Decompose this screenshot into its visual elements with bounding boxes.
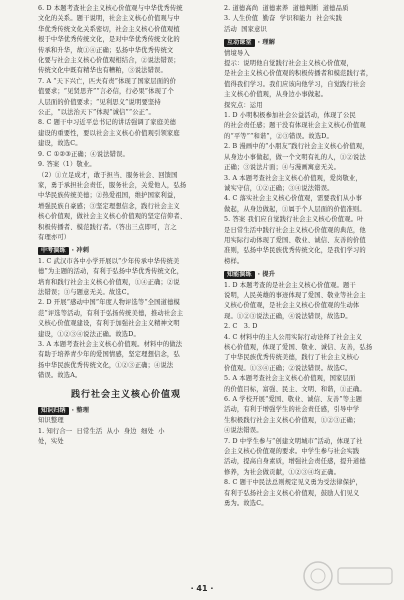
text-line: 建设，故选C。: [38, 140, 82, 148]
exam-practice-lines: [38, 257, 214, 382]
text-line: 活动，有利于增强学生的社会责任感，引导中学: [224, 406, 360, 414]
section-tag-suffix: · 理解: [257, 39, 276, 47]
text-line: 了中华民族优秀传统美德，践行了社会主义核心: [224, 354, 360, 362]
right-column: [224, 4, 392, 510]
section-tag: 中考演练: [38, 247, 69, 255]
text-line: 7. A “天下兴亡，匹夫有责”体现了国家层面的价: [38, 77, 177, 85]
text-line: 扬中华民族优秀传统文化，①②③正确；④说法: [38, 361, 174, 369]
text-line: 2. D 开展“感动中国”年度人物评选等“全国道德模: [38, 299, 180, 307]
text-line: 3. A 本题考查社会主义核心价值观，爱岗敬业，: [224, 174, 362, 182]
section-tag-suffix: · 冲刺: [71, 247, 90, 255]
text-line: 的“平等”“和谐”，②③错误。故选D。: [224, 132, 333, 140]
section-header-practice-improve: [224, 270, 392, 280]
text-line: （2）①立足成才，敢于担当、服务社会、回馈国: [38, 171, 178, 179]
text-line: 2. C 3. D: [224, 323, 258, 331]
text-line: 2. 道德高尚 道德素养 道德判断 道德品质: [224, 5, 349, 12]
text-line: 建设，①②③④说法正确。故选D。: [38, 330, 140, 338]
text-line: 值要求；“见贤思齐”“言必信，行必果”体现了个: [38, 88, 174, 96]
text-line: 有助于培养青少年的爱国情感，坚定理想信念，弘: [38, 351, 180, 359]
text-line: 知识整理: [38, 417, 64, 425]
text-line: 诚实守信，①②正确；③④说法错误。: [224, 184, 334, 192]
section-header-knowledge-summary: [38, 406, 214, 416]
text-line: 传承和升华，故①④正确；弘扬中华优秀传统文: [38, 46, 174, 54]
text-line: 活动，提高自身素质，增强社会责任感，提升道德: [224, 458, 366, 466]
text-line: 说明，人民英雄的事迹体现了爱国、敬业等社会主: [224, 291, 366, 299]
text-line: 7. D 中学生参与“创建文明城市”活动，体现了社: [224, 437, 363, 445]
text-line: 法错误；③与题意无关。故选C。: [38, 288, 134, 296]
text-line: 主义核心价值观，从身边小事做起。: [224, 91, 328, 99]
watermark-stamp-icon: [300, 556, 396, 596]
text-line: 正确；③说法片面；④与漫画寓意无关。: [224, 164, 341, 172]
text-line: 建设的重要性，要以社会主义核心价值观引领家庭: [38, 129, 180, 137]
text-line: 9. 答案（1）敬业。: [38, 161, 96, 169]
interactive-class-lines: [224, 49, 392, 268]
text-line: 活动 国家意识: [224, 25, 267, 33]
text-line: 文化的关系。题干说明，社会主义核心价值观与中: [38, 15, 180, 23]
text-line: 传统文化中既有精华也有糟粕，③说法错误。: [38, 67, 167, 75]
text-line: 勇为。故选C。: [224, 500, 268, 508]
text-line: 5. 答案 我们应自觉践行社会主义核心价值观。叶: [224, 216, 364, 224]
section-tag-suffix: · 整理: [71, 407, 90, 415]
text-line: 积极传播者、模范践行者。（答出三点即可，言之: [38, 223, 177, 231]
text-line: 范”评选等活动，有利于弘扬传统美德，推动社会主: [38, 309, 184, 317]
text-line: 8. C 题干中民法总则规定见义勇为受法律保护，: [224, 479, 363, 487]
text-line: 的价值目标，富强、民主、文明、和谐，①正确。: [224, 385, 366, 393]
text-line: 华优秀传统文化关系密切，社会主义核心价值观植: [38, 25, 180, 33]
section-tag: 知能演练: [224, 271, 255, 279]
left-column: [38, 4, 214, 448]
text-line: 5. A 本题考查社会主义核心价值观，国家层面: [224, 375, 356, 383]
section-tag: 互动课堂: [224, 39, 255, 47]
text-line: 从身边小事做起，做一个文明有礼的人，①②说法: [224, 153, 366, 161]
text-line: 6. D 本题考查社会主义核心价值观与中华优秀传统: [38, 5, 183, 12]
text-line: 情境导入: [224, 49, 250, 57]
text-line: 根于中华优秀传统文化，是对中华优秀传统文化的: [38, 36, 180, 44]
text-line: 修养，为社会做贡献，①②③④均正确。: [224, 468, 341, 476]
text-line: 1. D 本题考查的是社会主义核心价值观。题干: [224, 281, 356, 289]
text-line: 1. 知行合一 日常生活 从小 身边 细处 小: [38, 427, 165, 435]
text-line: 义核心价值观建设，有利于加强社会主义精神文明: [38, 320, 180, 328]
text-line: 核心价值观，体现了爱国、敬业、诚信、友善，弘扬: [224, 344, 373, 351]
section-tag-suffix: · 提升: [257, 271, 276, 279]
right-answer-lines: [224, 4, 392, 35]
text-line: 增强民族自豪感；③坚定理想信念，践行社会主义: [38, 202, 180, 210]
page-number: · 41 ·: [190, 584, 214, 593]
text-line: 准则，弘扬中华民族优秀传统文化，是我们学习的: [224, 247, 366, 255]
text-line: 值得我们学习。我们应该向他学习，自觉践行社会: [224, 80, 366, 88]
text-line: 4. C 材料中的主人公用实际行动诠释了社会主义: [224, 333, 363, 341]
text-line: 提示：说明他自觉践行社会主义核心价值观，: [224, 60, 353, 68]
text-line: 是日常生活中践行社会主义核心价值观的典范，他: [224, 226, 366, 234]
text-line: 探究点：运用: [224, 101, 263, 109]
text-line: 做起，从身边做起，①属于个人层面的价值准则。: [224, 205, 366, 213]
text-line: 8. C 题干中习近平总书记的讲话强调了家庭美德: [38, 119, 177, 127]
section-tag: 知识归纳: [38, 407, 69, 415]
practice-improve-lines: [224, 281, 392, 510]
text-line: 生积极践行社会主义核心价值观，①②③正确；: [224, 416, 360, 424]
text-line: 家，勇于承担社会责任，服务社会，关爱他人，弘扬: [38, 181, 187, 189]
text-line: 错误。故选A。: [38, 372, 82, 380]
text-line: 1. D 小明积极参加社会公益活动，体现了公民: [224, 112, 356, 120]
section-header-interactive-class: [224, 38, 392, 48]
text-line: 是社会主义核心价值观的积极传播者和模范践行者，: [224, 70, 373, 78]
text-line: 的社会责任感；题干没有体现社会主义核心价值观: [224, 122, 366, 130]
text-line: 现。①②③说法正确，④说法错误，故选D。: [224, 312, 352, 320]
text-line: ④说法错误。: [224, 427, 263, 435]
text-line: 6. A 学校开展“爱国、敬业、诚信、友善”等主题: [224, 396, 363, 404]
text-line: 价值观。①③④正确；②说法错误。故选C。: [224, 364, 352, 372]
text-line: 德”为主题的活动，有利于弘扬中华优秀传统文化，: [38, 268, 184, 276]
lesson-title: 践行社会主义核心价值观: [70, 389, 181, 400]
text-line: 处，实处: [38, 438, 64, 446]
text-line: 义核心价值观，是社会主义核心价值观的生动体: [224, 302, 360, 310]
text-line: 2. B 漫画中的“小朋友”践行社会主义核心价值观，: [224, 143, 369, 151]
text-line: 人层面的价值要求；“见利思义”说明要坚持: [38, 98, 161, 106]
text-line: 3. A 本题考查社会主义核心价值观。材料中的做法: [38, 341, 183, 348]
knowledge-summary-lines: [38, 416, 214, 447]
text-line: 中华民族传统美德；②热爱祖国，维护国家利益，: [38, 192, 180, 200]
text-line: 有理亦可）: [38, 233, 71, 241]
text-line: 4. C 落实社会主义核心价值观，需要我们从小事: [224, 195, 363, 203]
text-line: 9. C ①②③正确；④说法错误。: [38, 150, 129, 158]
left-answer-lines: [38, 4, 214, 243]
text-line: 榜样。: [224, 257, 244, 265]
text-line: 1. C 武汉市各中小学开展以“少年传承中华传统美: [38, 257, 180, 265]
text-line: 会主义核心价值观的要求。中学生参与社会实践: [224, 448, 360, 456]
text-line: 有利于弘扬社会主义核心价值观，鼓励人们见义: [224, 489, 360, 497]
section-header-exam-practice: [38, 246, 214, 256]
text-line: 培育和践行社会主义核心价值观，①④正确；②说: [38, 278, 180, 286]
text-line: 核心价值观，做社会主义核心价值观的坚定信仰者、: [38, 213, 187, 221]
text-line: 公正，“以法治天下”体现“诚信”“公正”。: [38, 109, 155, 117]
text-line: 用实际行动体现了爱国、敬业、诚信、友善的价值: [224, 236, 366, 244]
text-line: 化要与社会主义核心价值观相结合，②说法错误；: [38, 57, 180, 65]
text-line: 3. 人生价值 勤奋 学识和能力 社会实践: [224, 15, 343, 23]
